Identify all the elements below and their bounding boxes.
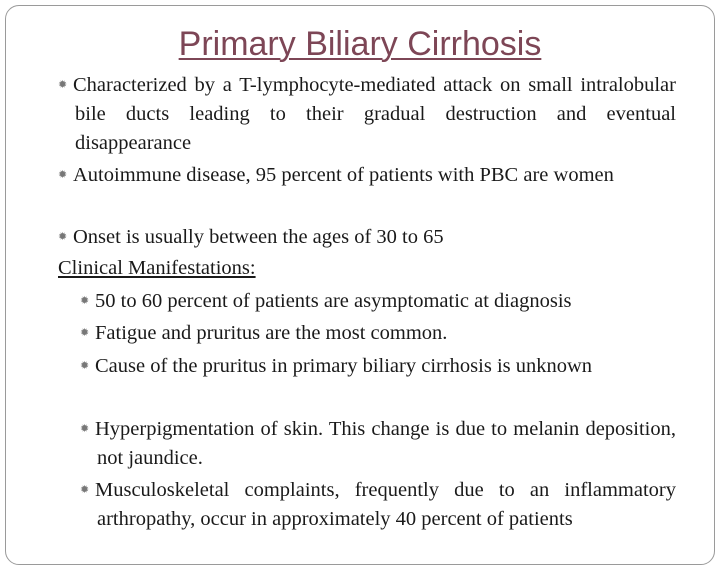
bullet-item — [58, 70, 676, 158]
sun-bullet-icon: ✹ — [58, 168, 68, 181]
bullet-text: Autoimmune disease, 95 percent of patients with PBC are women — [73, 164, 614, 186]
sun-bullet-icon: ✹ — [80, 422, 90, 435]
sun-bullet-icon: ✹ — [58, 78, 68, 91]
sub-bullet-item — [80, 475, 676, 534]
bullet-item — [58, 160, 676, 190]
sub-bullet-item — [80, 351, 676, 381]
sun-bullet-icon: ✹ — [58, 230, 68, 243]
sun-bullet-icon: ✹ — [80, 326, 90, 339]
bullet-item — [58, 222, 676, 252]
sub-bullet-item — [80, 286, 676, 316]
bullet-text: Hyperpigmentation of skin. This change is due to melanin deposition, not jaundice. — [95, 418, 676, 469]
sub-bullet-item — [80, 318, 676, 348]
section-heading: Clinical Manifestations: — [58, 257, 256, 279]
sun-bullet-icon: ✹ — [80, 483, 90, 496]
slide-title: Primary Biliary Cirrhosis — [178, 25, 542, 63]
bullet-text: Onset is usually between the ages of 30 to 65 — [73, 226, 444, 248]
bullet-text: Fatigue and pruritus are the most common. — [95, 322, 448, 344]
sub-bullet-item — [80, 414, 676, 473]
bullet-text: Characterized by a T-lymphocyte-mediated attack on small intralobular bile ducts leading to their gradual destruction and eventual disappearance — [73, 74, 676, 154]
bullet-text: 50 to 60 percent of patients are asymptomatic at diagnosis — [95, 290, 572, 312]
sun-bullet-icon: ✹ — [80, 359, 90, 372]
bullet-text: Musculoskeletal complaints, frequently due to an inflammatory arthropathy, occur in approximately 40 percent of patients — [95, 479, 676, 530]
sun-bullet-icon: ✹ — [80, 294, 90, 307]
bullet-text: Cause of the pruritus in primary biliary cirrhosis is unknown — [95, 355, 593, 377]
